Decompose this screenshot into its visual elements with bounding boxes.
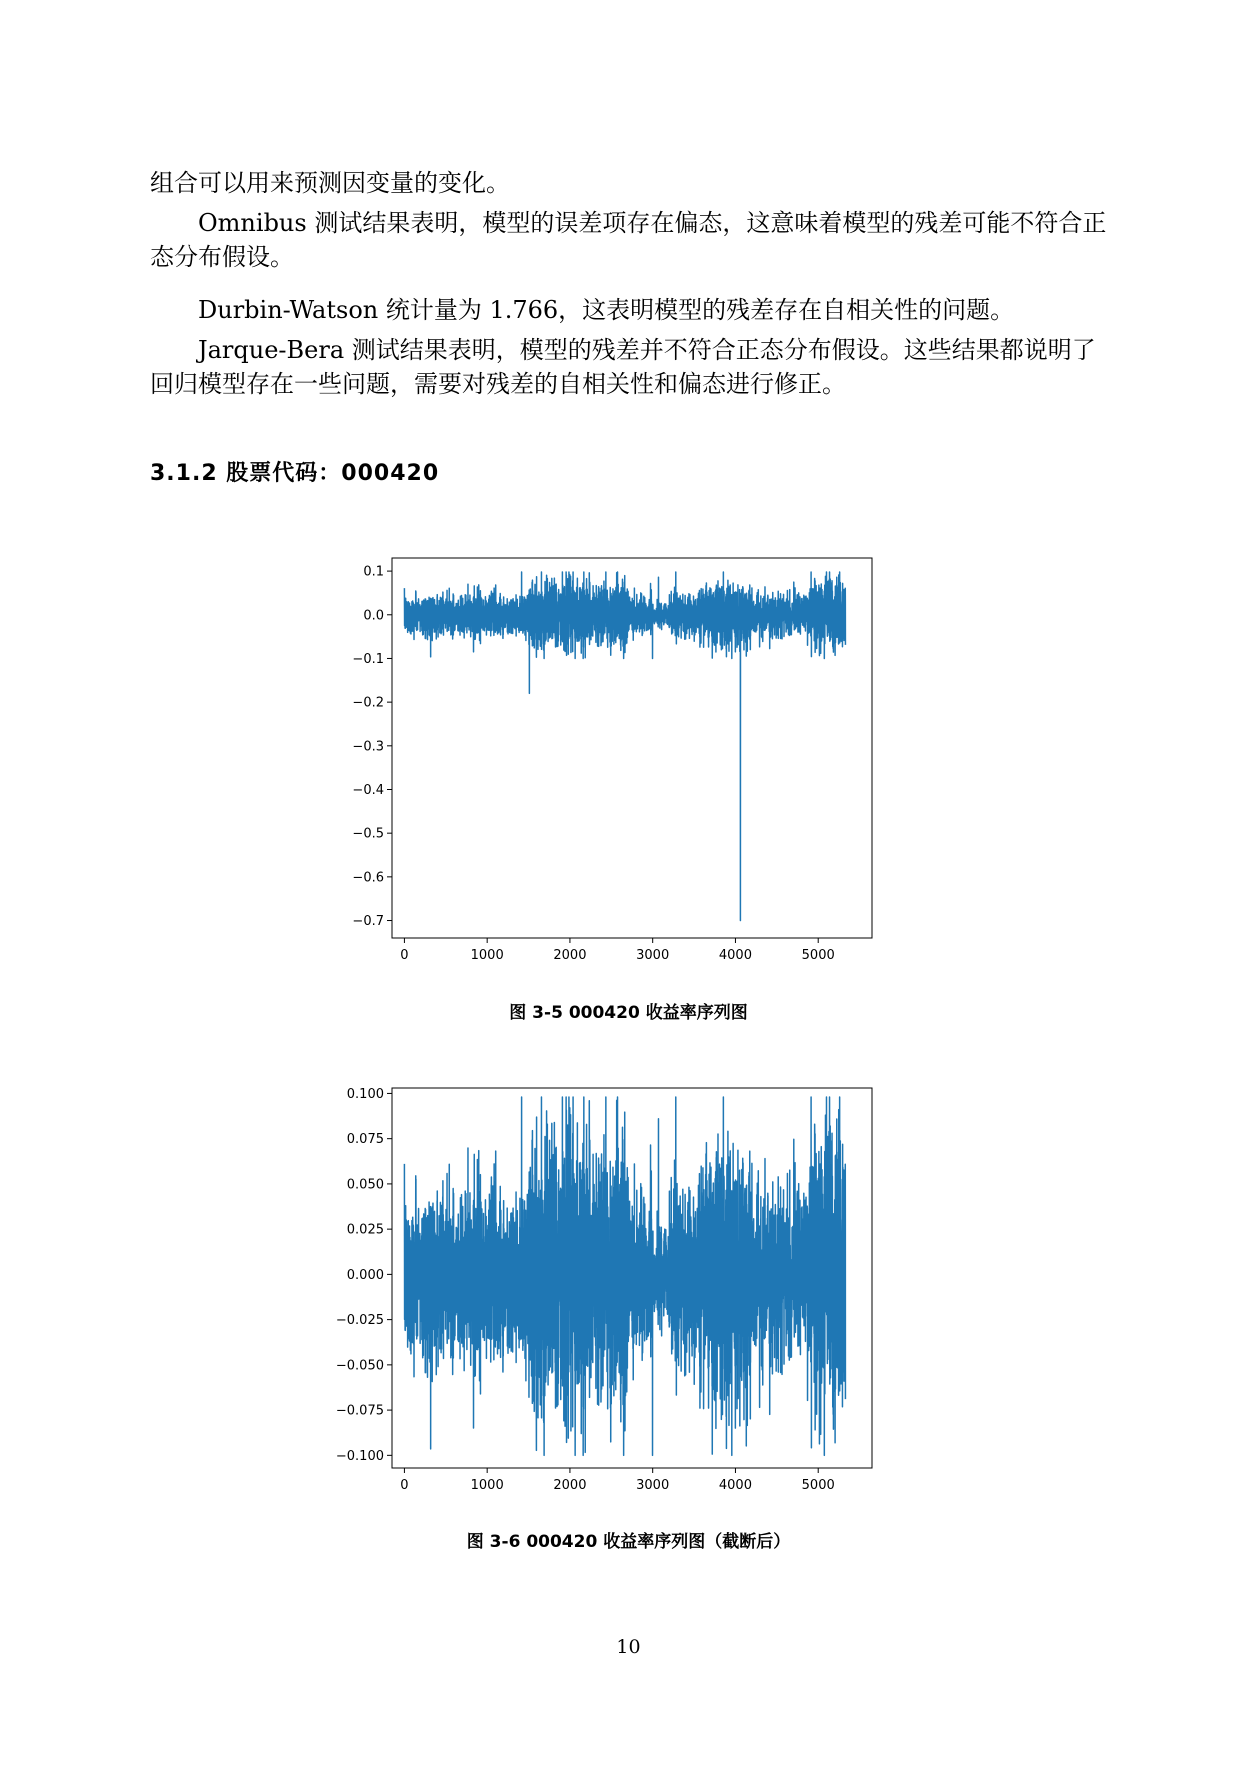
x-tick-label: 1000 — [470, 948, 504, 963]
y-tick-label: −0.5 — [352, 826, 384, 842]
y-tick-label: −0.6 — [352, 870, 384, 886]
paragraph-3: Durbin-Watson 统计量为 1.766，这表明模型的残差存在自相关性的问题。 — [198, 296, 1015, 324]
x-tick-label: 5000 — [801, 1478, 835, 1493]
y-tick-label: −0.1 — [352, 651, 384, 667]
y-tick-label: 0.050 — [346, 1177, 384, 1193]
y-tick-label: −0.3 — [352, 739, 384, 755]
returns-chart — [330, 550, 900, 970]
y-tick-label: −0.100 — [335, 1448, 384, 1464]
x-tick-label: 4000 — [718, 948, 752, 963]
y-tick-label: 0.0 — [363, 608, 384, 624]
y-tick-label: −0.075 — [335, 1403, 384, 1419]
x-tick-label: 2000 — [553, 948, 587, 963]
x-tick-label: 0 — [400, 1478, 409, 1493]
y-tick-label: −0.2 — [352, 695, 384, 711]
x-tick-label: 3000 — [636, 948, 670, 963]
x-tick-label: 5000 — [801, 948, 835, 963]
figure-caption-2: 图 3-6 000420 收益率序列图（截断后） — [466, 1532, 791, 1552]
paragraph-4: Jarque-Bera 测试结果表明，模型的残差并不符合正态分布假设。这些结果都说明了回归模型存在一些问题，需要对残差的自相关性和偏态进行修正。 — [150, 336, 1096, 398]
section-heading: 3.1.2 股票代码：000420 — [150, 461, 440, 486]
paragraph-1: 组合可以用来预测因变量的变化。 — [150, 169, 510, 197]
x-tick-label: 4000 — [718, 1478, 752, 1493]
returns-chart-truncated — [330, 1080, 900, 1500]
series-line — [404, 572, 845, 921]
x-tick-label: 1000 — [470, 1478, 504, 1493]
figure-caption-1: 图 3-5 000420 收益率序列图 — [509, 1003, 748, 1023]
series-line — [404, 1097, 845, 1455]
y-tick-label: 0.025 — [346, 1222, 384, 1238]
x-tick-label: 3000 — [636, 1478, 670, 1493]
paragraph-2: Omnibus 测试结果表明，模型的误差项存在偏态，这意味着模型的残差可能不符合正态分布假设。 — [150, 209, 1107, 271]
y-tick-label: 0.1 — [363, 564, 384, 580]
x-tick-label: 2000 — [553, 1478, 587, 1493]
page-number: 10 — [616, 1636, 641, 1658]
y-tick-label: −0.7 — [352, 914, 384, 930]
y-tick-label: 0.075 — [346, 1132, 384, 1148]
y-tick-label: −0.025 — [335, 1313, 384, 1329]
x-tick-label: 0 — [400, 948, 409, 963]
y-tick-label: −0.4 — [352, 782, 384, 798]
y-tick-label: −0.050 — [335, 1358, 384, 1374]
y-tick-label: 0.100 — [346, 1086, 384, 1102]
y-tick-label: 0.000 — [346, 1267, 384, 1283]
